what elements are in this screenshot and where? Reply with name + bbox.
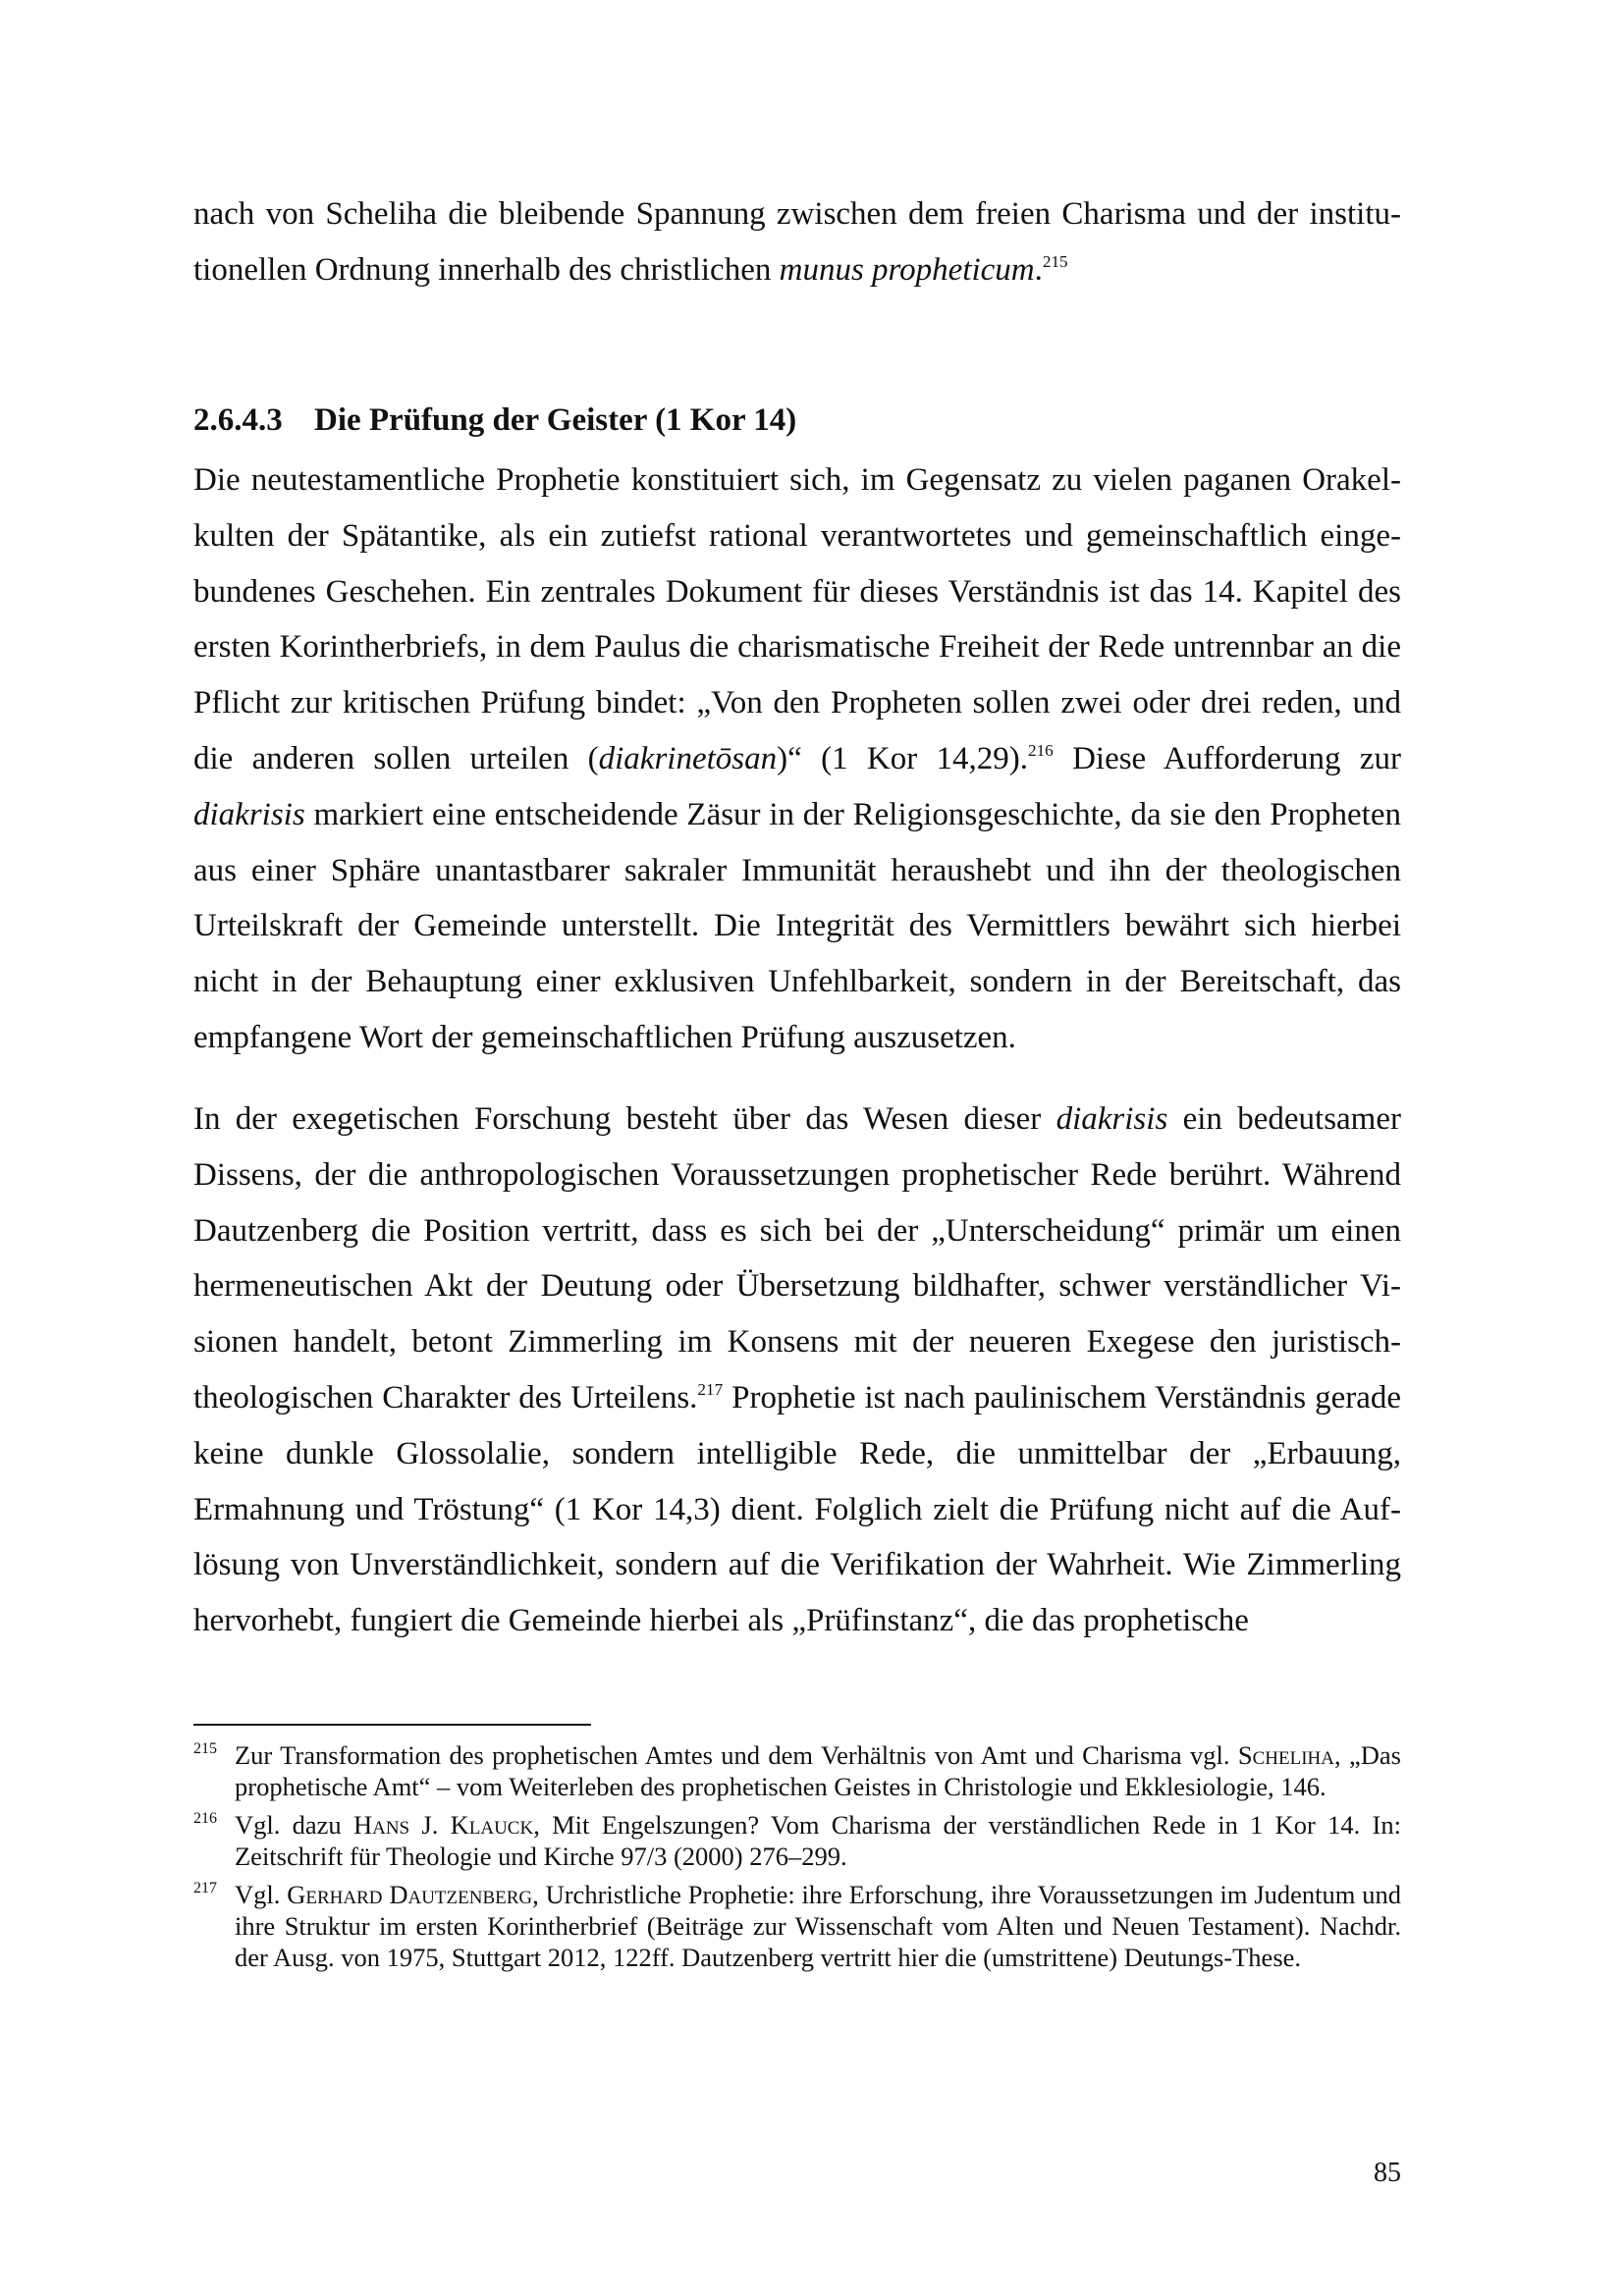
intro-text-end: . [1034, 251, 1043, 288]
paragraph-2-emphasis: diakrisis [1056, 1101, 1168, 1137]
paragraph-1-text: Die neutestamentliche Prophetie konstituiert sich, im Gegensatz zu vielen paganen Orakelkulten der Spätantike, als ein zutiefst rational verantwortetes und gemeinschaftlich eingebundenes Geschehen. Ein zentrales Dokument für dieses Verständnis ist das 14. Kapitel des ersten Korintherbriefs, in dem Paulus die charismatische Freiheit der Rede untrennbar an die Pflicht zur kritischen Prüfung bindet: „Von den Propheten sollen zwei oder drei reden, und die anderen sollen urteilen ( [193, 462, 1401, 776]
paragraph-2-text: ein bedeutsamer Dissens, der die anthropologischen Voraussetzungen prophetischer Rede berührt. Während Dautzenberg die Position vertritt, dass es sich bei der „Unterscheidung“ primär um einen hermeneutischen Akt der Deutung oder Übersetzung bildhafter, schwer verständlicher Visionen handelt, betont Zimmerling im Konsens mit der neueren Exegese den juristisch-theologischen Charakter des Urteilens. [193, 1101, 1401, 1415]
paragraph-1 [193, 453, 1401, 1066]
footnote-215 [193, 1739, 1401, 1803]
footnote-text: , Mit Engelszungen? Vom Charisma der verständlichen Rede in 1 Kor 14. In: Zeitschrift für Theologie und Kirche 97/3 (2000) 276–299. [235, 1809, 1401, 1872]
intro-emphasis: munus propheticum [779, 251, 1035, 288]
intro-text: nach von Scheliha die bleibende Spannung zwischen dem freien Charisma und der institutionellen Ordnung innerhalb des christlichen [193, 196, 1401, 288]
paragraph-1-text: Diese Aufforderung zur [1053, 740, 1401, 776]
footnote-ref-215[interactable]: 215 [1042, 251, 1068, 271]
paragraph-2 [193, 1092, 1401, 1649]
footnote-216 [193, 1809, 1401, 1873]
footnote-divider [193, 1724, 591, 1726]
footnote-author: Hans [352, 1809, 410, 1840]
paragraph-1-emphasis: diakrisis [193, 796, 305, 832]
paragraph-1-emphasis: diakrinetōsan [598, 740, 778, 776]
footnote-number: 215 [193, 1740, 217, 1757]
footnote-author: Gerhard Dautzenberg [287, 1879, 533, 1909]
footnote-text: Zur Transformation des prophetischen Amtes und dem Verhältnis von Amt und Charisma vgl. [235, 1740, 1238, 1770]
paragraph-2-text: In der exegetischen Forschung besteht über das Wesen dieser [193, 1101, 1056, 1137]
footnote-text: Vgl. dazu [235, 1809, 353, 1840]
footnote-text: , Urchristliche Prophetie: ihre Erforschung, ihre Voraussetzungen im Judentum und ihre Struktur im ersten Korintherbrief (Beiträge zur Wissenschaft vom Alten und Neuen Testament). Nachdr. der Ausg. von 1975, Stuttgart 2012, 122ff. Dautzenberg vertritt hier die (umstrittene) Deutungs-These. [235, 1879, 1402, 1973]
intro-paragraph [193, 187, 1401, 298]
paragraph-1-text: markiert eine entscheidende Zäsur in der Religionsgeschichte, da sie den Propheten aus einer Sphäre unantastbarer sakraler Immunität heraushebt und ihn der theologischen Urteilskraft der Gemeinde unterstellt. Die Integrität des Vermittlers bewährt sich hierbei nicht in der Behauptung einer exklusiven Unfehlbarkeit, sondern in der Bereitschaft, das empfangene Wort der gemeinschaftlichen Prüfung auszusetzen. [193, 796, 1401, 1055]
footnote-ref-216[interactable]: 216 [1028, 741, 1054, 761]
footnote-author: Scheliha [1237, 1740, 1335, 1770]
paragraph-2-text: Prophetie ist nach paulinischem Verständnis gerade keine dunkle Glossolalie, sondern intelligible Rede, die unmittelbar der „Erbauung, Ermahnung und Tröstung“ (1 Kor 14,3) dient. Folglich zielt die Prüfung nicht auf die Auflösung von Unverständlichkeit, sondern auf die Verifikation der Wahrheit. Wie Zimmerling hervorhebt, fungiert die Gemeinde hierbei als „Prüfinstanz“, die das prophetische [193, 1379, 1402, 1639]
footnotes [193, 1739, 1401, 1980]
footnote-217 [193, 1879, 1401, 1974]
footnote-number: 216 [193, 1809, 217, 1827]
footnote-ref-217[interactable]: 217 [697, 1380, 724, 1400]
document-page [193, 0, 1401, 2296]
footnote-author: Klauck [450, 1809, 534, 1840]
footnote-number: 217 [193, 1879, 217, 1896]
section-title: Die Prüfung der Geister (1 Kor 14) [314, 402, 797, 438]
paragraph-1-text: )“ (1 Kor 14,29). [777, 740, 1029, 776]
footnote-text: , „Das prophetische Amt“ – vom Weiterleben des prophetischen Geistes in Christologie und Ekklesiologie, 146. [235, 1740, 1401, 1802]
section-number: 2.6.4.3 [193, 402, 283, 438]
page-number: 85 [1374, 2158, 1401, 2188]
section-heading [193, 393, 1401, 448]
footnote-text: Vgl. [235, 1879, 288, 1909]
footnote-text: J. [409, 1809, 451, 1840]
